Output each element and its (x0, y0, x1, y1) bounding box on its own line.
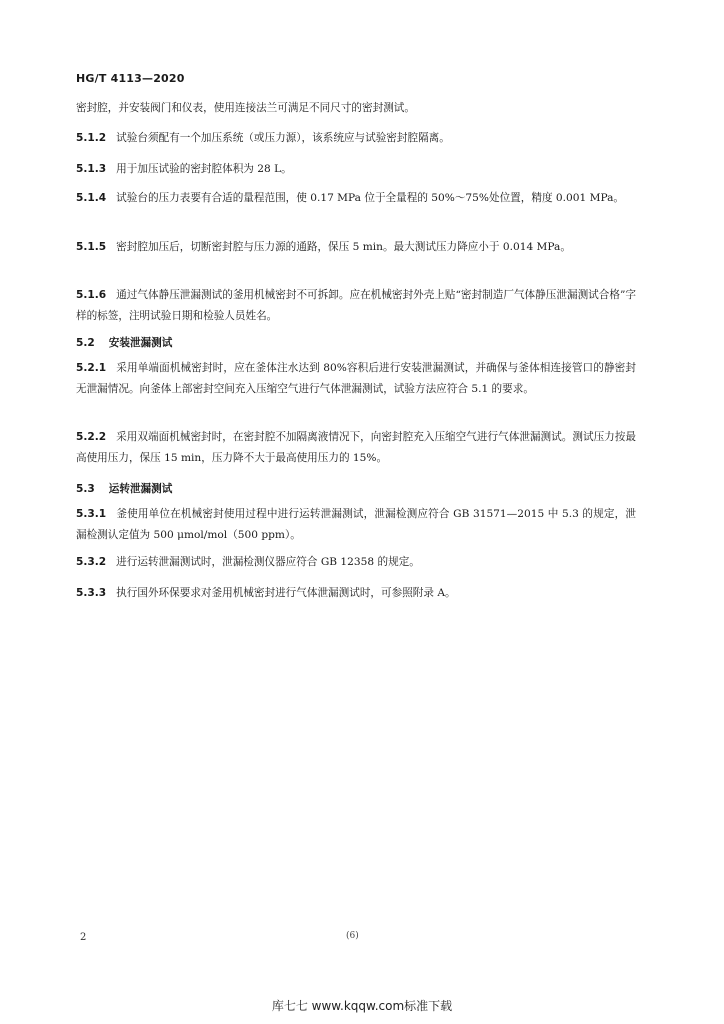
paragraph-text: 密封腔，并安装阀门和仪表，使用连接法兰可满足不同尺寸的密封测试。 (76, 102, 415, 114)
clause-number: 5.3.3 (76, 587, 107, 599)
section-title: 运转泄漏测试 (108, 483, 173, 495)
section-number: 5.3 (76, 483, 95, 495)
clause-5-1-5 (76, 237, 636, 258)
section-number: 5.2 (76, 337, 95, 349)
clause-number: 5.1.3 (76, 163, 107, 175)
clause-number: 5.2.1 (76, 362, 107, 374)
watermark-footer: 库七七 www.kqqw.com标准下载 (271, 999, 453, 1013)
clause-5-3-1 (76, 504, 636, 546)
clause-5-2-1 (76, 358, 636, 400)
clause-text: 试验台须配有一个加压系统（或压力源），该系统应与试验密封腔隔离。 (116, 132, 450, 144)
clause-text: 进行运转泄漏测试时，泄漏检测仪器应符合 GB 12358 的规定。 (116, 556, 420, 568)
clause-text: 通过气体静压泄漏测试的釜用机械密封不可拆卸。应在机械密封外壳上贴“密封制造厂气体静压泄漏测试合格”字样的标签，注明试验日期和检验人员姓名。 (76, 289, 636, 322)
clause-number: 5.3.1 (76, 508, 107, 520)
clause-5-2-2 (76, 427, 636, 469)
page-number: 2 (80, 932, 87, 943)
clause-text: 釜使用单位在机械密封使用过程中进行运转泄漏测试，泄漏检测应符合 GB 31571—2015 中 5.3 的规定，泄漏检测认定值为 500 μmol/mol（500 ppm）。 (76, 508, 636, 541)
clause-5-1-3 (76, 159, 636, 180)
clause-text: 试验台的压力表要有合适的量程范围，使 0.17 MPa 位于全量程的 50%～75%处位置，精度 0.001 MPa。 (116, 192, 625, 204)
clause-number: 5.3.2 (76, 556, 107, 568)
clause-number: 5.2.2 (76, 431, 107, 443)
clause-text: 采用双端面机械密封时，在密封腔不加隔离液情况下，向密封腔充入压缩空气进行气体泄漏测试。测试压力按最高使用压力，保压 15 min，压力降不大于最高使用压力的 15%。 (76, 431, 636, 464)
clause-5-3-3 (76, 583, 636, 604)
sequence-number: (6) (346, 931, 359, 941)
clause-text: 用于加压试验的密封腔体积为 28 L。 (116, 163, 292, 175)
section-heading-5-2 (76, 335, 172, 350)
clause-number: 5.1.6 (76, 289, 107, 301)
clause-text: 执行国外环保要求对釜用机械密封进行气体泄漏测试时，可参照附录 A。 (116, 587, 456, 599)
clause-5-1-4 (76, 188, 636, 209)
clause-5-1-2 (76, 128, 636, 149)
clause-text: 密封腔加压后，切断密封腔与压力源的通路，保压 5 min。最大测试压力降应小于 0.014 MPa。 (116, 241, 571, 253)
paragraph-continued (76, 98, 636, 119)
clause-number: 5.1.4 (76, 192, 107, 204)
section-heading-5-3 (76, 481, 172, 496)
clause-5-1-6 (76, 285, 636, 327)
clause-5-3-2 (76, 552, 636, 573)
clause-number: 5.1.5 (76, 241, 107, 253)
section-title: 安装泄漏测试 (108, 337, 173, 349)
clause-text: 采用单端面机械密封时，应在釜体注水达到 80%容积后进行安装泄漏测试，并确保与釜体相连接管口的静密封无泄漏情况。向釜体上部密封空间充入压缩空气进行气体泄漏测试，试验方法应符合 5.1 的要求。 (76, 362, 636, 395)
standard-code: HG/T 4113—2020 (76, 72, 185, 85)
clause-number: 5.1.2 (76, 132, 107, 144)
